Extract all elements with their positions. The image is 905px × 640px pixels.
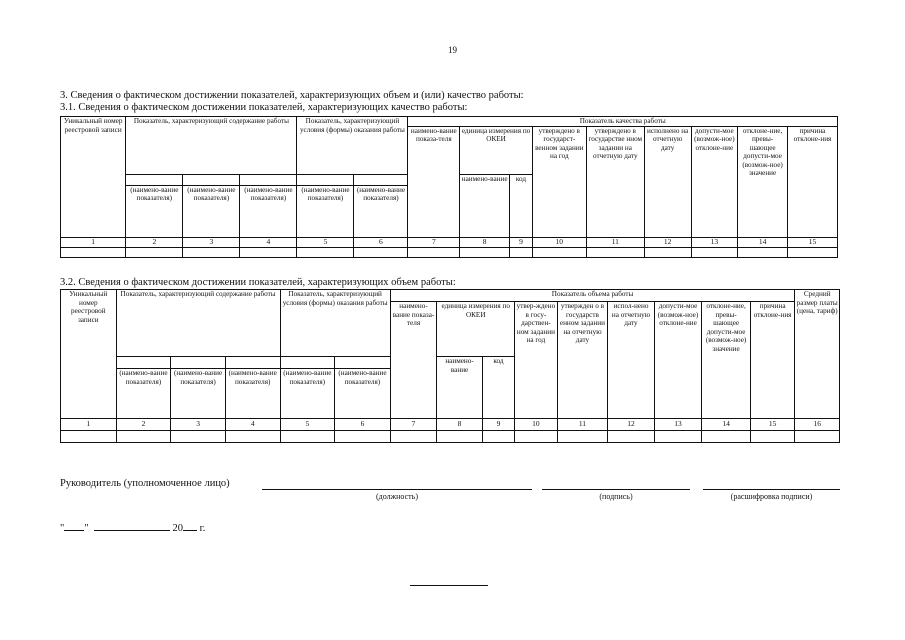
- data-cell: [654, 431, 702, 443]
- sub-indicator-label: (наимено-вание показателя): [171, 369, 226, 419]
- column-number: 15: [750, 419, 795, 431]
- sub-indicator-label: (наимено-вание показателя): [354, 185, 408, 237]
- column-number: 12: [644, 237, 691, 247]
- column-number-row: [61, 237, 838, 247]
- exceed-deviation-header: отклоне-ние, превы-шающее допусти-мое (возмож-ное) значение: [702, 302, 751, 419]
- date-line: [60, 520, 205, 534]
- column-number: 8: [460, 237, 510, 247]
- column-number: 5: [297, 237, 354, 247]
- unit-name-header: наимено-вание: [437, 357, 483, 419]
- year-suffix: г.: [199, 523, 206, 534]
- indicator-name-header: наимено-вание показа-теля: [390, 302, 437, 419]
- column-number: 6: [335, 419, 391, 431]
- column-number: 14: [738, 237, 788, 247]
- data-cell: [335, 431, 391, 443]
- executed-header: испол-нено на отчетную дату: [608, 302, 655, 419]
- column-number: 1: [61, 419, 117, 431]
- data-cell: [532, 247, 586, 257]
- blank-cell: [116, 357, 171, 369]
- column-number: 1: [61, 237, 126, 247]
- column-number: 9: [510, 237, 533, 247]
- column-number: 13: [654, 419, 702, 431]
- data-cell: [691, 247, 738, 257]
- column-number: 11: [586, 237, 644, 247]
- sub-indicator-label: (наимено-вание показателя): [335, 369, 391, 419]
- data-cell: [460, 247, 510, 257]
- unit-code-header: код: [482, 357, 514, 419]
- data-cell: [61, 431, 117, 443]
- data-cell: [750, 431, 795, 443]
- page-number: 19: [448, 45, 457, 55]
- column-number: 10: [515, 419, 557, 431]
- approved-year-header: утвер-ждено в госу-дарствен-ном задании на год: [515, 302, 557, 419]
- sub-indicator-label: (наимено-вание показателя): [116, 369, 171, 419]
- data-cell: [171, 431, 226, 443]
- deviation-reason-header: причина отклоне-ния: [750, 302, 795, 419]
- position-line: [262, 489, 532, 490]
- column-number: 15: [787, 237, 837, 247]
- section-3-1-title: 3.1. Сведения о фактическом достижении показателей, характеризующих качество работы:: [60, 102, 468, 113]
- quote-close: ": [84, 523, 89, 534]
- signature-label: Руководитель (уполномоченное лицо): [60, 478, 230, 489]
- column-number: 8: [437, 419, 483, 431]
- data-cell: [225, 431, 280, 443]
- blank-cell: [240, 174, 297, 185]
- allowed-deviation-header: допусти-мое (возмож-ное) отклоне-ние: [691, 126, 738, 237]
- data-cell: [297, 247, 354, 257]
- data-cell: [183, 247, 240, 257]
- blank-cell: [280, 357, 335, 369]
- signature-caption: (подпись): [599, 492, 633, 501]
- blank-cell: [126, 174, 183, 185]
- column-number: 4: [225, 419, 280, 431]
- conditions-indicator-header: Показатель, характеризующий условия (формы) оказания работы: [297, 117, 408, 175]
- data-cell: [390, 431, 437, 443]
- unique-number-header: Уникальный номер реестровой записи: [61, 290, 117, 419]
- content-indicator-header: Показатель, характеризующий содержание работы: [126, 117, 297, 175]
- column-number: 16: [795, 419, 840, 431]
- sub-indicator-label: (наимено-вание показателя): [280, 369, 335, 419]
- data-cell: [515, 431, 557, 443]
- decode-line: [703, 489, 840, 490]
- column-number: 14: [702, 419, 751, 431]
- column-number: 13: [691, 237, 738, 247]
- allowed-deviation-header: допусти-мое (возмож-ное) отклоне-ние: [654, 302, 702, 419]
- column-number: 11: [557, 419, 608, 431]
- column-number: 6: [354, 237, 408, 247]
- data-cell: [116, 431, 171, 443]
- column-number: 12: [608, 419, 655, 431]
- unique-number-header: Уникальный номер реестровой записи: [61, 117, 126, 238]
- blank-cell: [183, 174, 240, 185]
- blank-cell: [335, 357, 391, 369]
- empty-data-row: [61, 247, 838, 257]
- year-blank: [183, 520, 197, 531]
- data-cell: [61, 247, 126, 257]
- column-number: 7: [390, 419, 437, 431]
- quality-group-header: Показатель качества работы: [408, 117, 838, 127]
- volume-group-header: Показатель объема работы: [390, 290, 795, 302]
- blank-cell: [171, 357, 226, 369]
- column-number: 7: [408, 237, 460, 247]
- data-cell: [482, 431, 514, 443]
- section-3-title: 3. Сведения о фактическом достижении показателей, характеризующих объем и (или) качество работы:: [60, 90, 524, 101]
- sub-indicator-label: (наимено-вание показателя): [183, 185, 240, 237]
- position-caption: (должность): [376, 492, 418, 501]
- year-prefix: 20: [172, 523, 183, 534]
- column-number: 5: [280, 419, 335, 431]
- data-cell: [644, 247, 691, 257]
- executed-header: исполнено на отчетную дату: [644, 126, 691, 237]
- footnote-rule: [410, 585, 488, 586]
- deviation-reason-header: причина отклоне-ния: [787, 126, 837, 237]
- day-blank: [64, 520, 84, 531]
- unit-header: единица измерения по ОКЕИ: [460, 126, 533, 174]
- unit-header: единица измерения по ОКЕИ: [437, 302, 515, 357]
- exceed-deviation-header: отклоне-ние, превы-шающее допусти-мое (возмож-ное) значение: [738, 126, 788, 237]
- unit-name-header: наимено-вание: [460, 174, 510, 237]
- data-cell: [437, 431, 483, 443]
- data-cell: [510, 247, 533, 257]
- data-cell: [557, 431, 608, 443]
- sub-indicator-label: (наимено-вание показателя): [297, 185, 354, 237]
- data-cell: [240, 247, 297, 257]
- data-cell: [608, 431, 655, 443]
- section-3-2-title: 3.2. Сведения о фактическом достижении показателей, характеризующих объем работы:: [60, 277, 456, 288]
- sub-indicator-label: (наимено-вание показателя): [240, 185, 297, 237]
- column-number: 2: [116, 419, 171, 431]
- blank-cell: [225, 357, 280, 369]
- column-number-row: [61, 419, 840, 431]
- month-blank: [94, 520, 170, 531]
- data-cell: [787, 247, 837, 257]
- data-cell: [126, 247, 183, 257]
- data-cell: [354, 247, 408, 257]
- data-cell: [280, 431, 335, 443]
- quote-open: ": [60, 523, 65, 534]
- conditions-indicator-header: Показатель, характеризующий условия (формы) оказания работы: [280, 290, 390, 357]
- average-fee-header: Средний размер платы (цена, тариф): [795, 290, 840, 419]
- data-cell: [586, 247, 644, 257]
- column-number: 9: [482, 419, 514, 431]
- column-number: 2: [126, 237, 183, 247]
- blank-cell: [297, 174, 354, 185]
- sub-indicator-label: (наимено-вание показателя): [126, 185, 183, 237]
- indicator-name-header: наимено-вание показа-теля: [408, 126, 460, 237]
- column-number: 3: [171, 419, 226, 431]
- data-cell: [702, 431, 751, 443]
- volume-indicators-table: [60, 289, 840, 443]
- blank-cell: [354, 174, 408, 185]
- content-indicator-header: Показатель, характеризующий содержание работы: [116, 290, 280, 357]
- column-number: 4: [240, 237, 297, 247]
- data-cell: [408, 247, 460, 257]
- decode-caption: (расшифровка подписи): [730, 492, 813, 501]
- empty-data-row: [61, 431, 840, 443]
- column-number: 10: [532, 237, 586, 247]
- column-number: 3: [183, 237, 240, 247]
- data-cell: [738, 247, 788, 257]
- quality-indicators-table: [60, 116, 838, 258]
- sub-indicator-label: (наимено-вание показателя): [225, 369, 280, 419]
- approved-date-header: утвержден о в государств енном задании на отчетную дату: [557, 302, 608, 419]
- approved-year-header: утверждено в государст-венном задании на год: [532, 126, 586, 237]
- data-cell: [795, 431, 840, 443]
- signature-line: [542, 489, 690, 490]
- unit-code-header: код: [510, 174, 533, 237]
- approved-date-header: утверждено в государстве нном задании на отчетную дату: [586, 126, 644, 237]
